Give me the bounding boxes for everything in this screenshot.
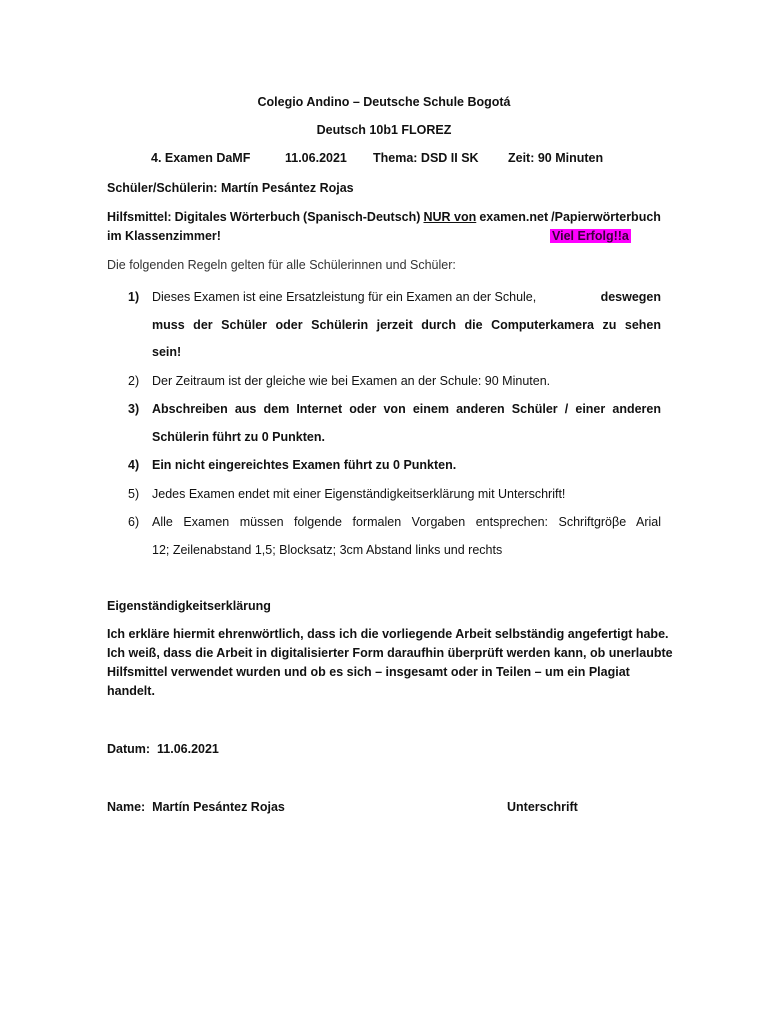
aids-word-underlined: NUR von bbox=[423, 210, 477, 224]
aids-line-1 bbox=[107, 209, 661, 225]
student-label: Schüler/Schülerin: bbox=[107, 181, 218, 195]
declaration-line: Ich erkläre hiermit ehrenwörtlich, dass ich die vorliegende Arbeit selbständig angefertigt habe. bbox=[107, 627, 669, 641]
aids-word: Wörterbuch bbox=[229, 210, 300, 224]
aids-word: /Papierwörterbuch bbox=[551, 210, 661, 224]
rule-number: 4) bbox=[128, 458, 140, 472]
exam-date: 11.06.2021 bbox=[285, 151, 347, 165]
good-luck-text: Viel Erfolg!!a bbox=[552, 229, 629, 243]
student-line bbox=[107, 180, 354, 196]
rule-5-line-1: Jedes Examen endet mit einer Eigenständigkeitserklärung mit Unterschrift! bbox=[152, 487, 566, 501]
rule-1-line-1: Dieses Examen ist eine Ersatzleistung für ein Examen an der Schule, deswegen bbox=[152, 290, 661, 304]
date-line bbox=[107, 741, 219, 757]
aids-word: Digitales bbox=[174, 210, 227, 224]
exam-time: Zeit: 90 Minuten bbox=[508, 151, 604, 165]
aids-word: examen.net bbox=[479, 210, 549, 224]
student-name: Martín Pesántez Rojas bbox=[220, 181, 354, 195]
rule-number: 6) bbox=[128, 515, 140, 529]
aids-word: Hilfsmittel: bbox=[107, 210, 172, 224]
rule-number: 5) bbox=[128, 487, 140, 501]
rule-number: 1) bbox=[128, 290, 140, 304]
name-value: Martín Pesántez Rojas bbox=[152, 800, 285, 814]
rule-2-line-1: Der Zeitraum ist der gleiche wie bei Examen an der Schule: 90 Minuten. bbox=[152, 374, 551, 388]
rule-1-line-3: sein! bbox=[152, 345, 182, 359]
rule-4-line-1: Ein nicht eingereichtes Examen führt zu 0 Punkten. bbox=[152, 458, 457, 472]
name-line bbox=[107, 799, 285, 815]
date-value: 11.06.2021 bbox=[157, 742, 219, 756]
name-label: Name: bbox=[107, 800, 146, 814]
rule-3-line-2: Schülerin führt zu 0 Punkten. bbox=[152, 430, 325, 444]
signature-label: Unterschrift bbox=[507, 800, 578, 814]
good-luck-badge bbox=[550, 228, 631, 244]
rule-6-line-2: 12; Zeilenabstand 1,5; Blocksatz; 3cm Abstand links und rechts bbox=[152, 543, 503, 557]
declaration-line: Hilfsmittel verwendet wurden und ob es sich – insgesamt oder in Teilen – um ein Plagiat bbox=[107, 665, 630, 679]
rule-6-line-1: Alle Examen müssen folgende formalen Vorgaben entsprechen: Schriftgröβe Arial bbox=[152, 515, 661, 529]
declaration-title: Eigenständigkeitserklärung bbox=[107, 599, 271, 613]
aids-line-2: im Klassenzimmer! bbox=[107, 229, 221, 243]
rule-1-line-2: muss der Schüler oder Schülerin jerzeit durch die Computerkamera zu sehen bbox=[152, 318, 661, 332]
declaration-line: Ich weiß, dass die Arbeit in digitalisierter Form daraufhin überprüft werden kann, ob unerlaubte bbox=[107, 646, 673, 660]
rule-number: 3) bbox=[128, 402, 140, 416]
aids-word: (Spanisch-Deutsch) bbox=[303, 210, 421, 224]
date-label: Datum: bbox=[107, 742, 151, 756]
course-title: Deutsch 10b1 FLOREZ bbox=[316, 123, 452, 137]
rule-3-line-1: Abschreiben aus dem Internet oder von einem anderen Schüler / einer anderen bbox=[152, 402, 661, 416]
declaration-line: handelt. bbox=[107, 684, 155, 698]
school-title: Colegio Andino – Deutsche Schule Bogotá bbox=[257, 95, 511, 109]
exam-theme: Thema: DSD II SK bbox=[373, 151, 479, 165]
rules-intro: Die folgenden Regeln gelten für alle Schülerinnen und Schüler: bbox=[107, 258, 456, 272]
exam-label: 4. Examen DaMF bbox=[151, 151, 251, 165]
rule-number: 2) bbox=[128, 374, 140, 388]
